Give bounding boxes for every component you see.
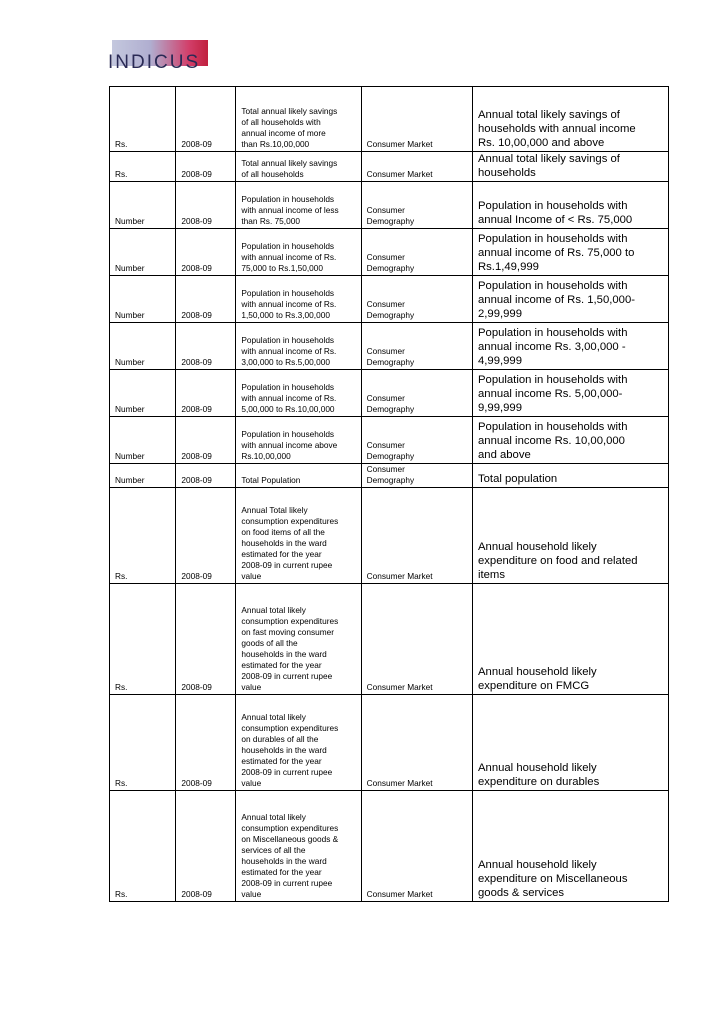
cell-unit: Number bbox=[110, 464, 176, 488]
cell-category: Consumer Demography bbox=[361, 370, 472, 417]
cell-category: Consumer Market bbox=[361, 152, 472, 182]
cell-description: Population in households with annual income Rs. 10,00,000 and above bbox=[473, 417, 669, 464]
cell-definition: Population in households with annual income above Rs.10,00,000 bbox=[236, 417, 361, 464]
cell-definition: Population in households with annual income of Rs. 1,50,000 to Rs.3,00,000 bbox=[236, 276, 361, 323]
cell-definition: Total annual likely savings of all households with annual income of more than Rs.10,00,000 bbox=[236, 87, 361, 152]
cell-year: 2008-09 bbox=[176, 276, 236, 323]
cell-description: Population in households with annual income Rs. 3,00,000 - 4,99,999 bbox=[473, 323, 669, 370]
cell-year: 2008-09 bbox=[176, 695, 236, 791]
cell-unit: Number bbox=[110, 323, 176, 370]
cell-unit: Rs. bbox=[110, 488, 176, 584]
cell-definition: Annual total likely consumption expenditures on fast moving consumer goods of all the households in the ward estimated for the year 2008-09 in current rupee value bbox=[236, 584, 361, 695]
cell-description: Annual total likely savings of households bbox=[473, 152, 669, 182]
cell-definition: Annual total likely consumption expenditures on Miscellaneous goods & services of all the households in the ward estimated for the year 2008-09 in current rupee value bbox=[236, 791, 361, 902]
cell-unit: Rs. bbox=[110, 791, 176, 902]
logo-text: INDICUS bbox=[108, 52, 201, 73]
table-row bbox=[110, 370, 669, 417]
cell-description: Population in households with annual income of Rs. 1,50,000- 2,99,999 bbox=[473, 276, 669, 323]
cell-category: Consumer Market bbox=[361, 791, 472, 902]
cell-unit: Rs. bbox=[110, 152, 176, 182]
cell-category: Consumer Market bbox=[361, 87, 472, 152]
cell-definition: Population in households with annual income of Rs. 3,00,000 to Rs.5,00,000 bbox=[236, 323, 361, 370]
cell-unit: Number bbox=[110, 182, 176, 229]
cell-description: Annual household likely expenditure on durables bbox=[473, 695, 669, 791]
cell-year: 2008-09 bbox=[176, 488, 236, 584]
cell-category: Consumer Demography bbox=[361, 417, 472, 464]
cell-description: Population in households with annual income Rs. 5,00,000- 9,99,999 bbox=[473, 370, 669, 417]
cell-year: 2008-09 bbox=[176, 370, 236, 417]
cell-definition: Population in households with annual income of Rs. 5,00,000 to Rs.10,00,000 bbox=[236, 370, 361, 417]
cell-year: 2008-09 bbox=[176, 182, 236, 229]
cell-year: 2008-09 bbox=[176, 323, 236, 370]
cell-year: 2008-09 bbox=[176, 417, 236, 464]
indicus-logo bbox=[108, 40, 208, 74]
cell-category: Consumer Demography bbox=[361, 229, 472, 276]
cell-unit: Number bbox=[110, 229, 176, 276]
table-row bbox=[110, 182, 669, 229]
cell-definition: Total annual likely savings of all households bbox=[236, 152, 361, 182]
cell-description: Annual total likely savings of households with annual income Rs. 10,00,000 and above bbox=[473, 87, 669, 152]
data-definitions-table bbox=[109, 86, 669, 902]
cell-unit: Number bbox=[110, 370, 176, 417]
table-row bbox=[110, 695, 669, 791]
table-row bbox=[110, 791, 669, 902]
table-row bbox=[110, 229, 669, 276]
cell-year: 2008-09 bbox=[176, 152, 236, 182]
table-row bbox=[110, 87, 669, 152]
table-row bbox=[110, 488, 669, 584]
cell-definition: Population in households with annual income of less than Rs. 75,000 bbox=[236, 182, 361, 229]
cell-description: Annual household likely expenditure on Miscellaneous goods & services bbox=[473, 791, 669, 902]
cell-year: 2008-09 bbox=[176, 464, 236, 488]
cell-unit: Rs. bbox=[110, 87, 176, 152]
cell-category: Consumer Demography bbox=[361, 276, 472, 323]
cell-category: Consumer Market bbox=[361, 584, 472, 695]
cell-category: Consumer Market bbox=[361, 488, 472, 584]
cell-category: Consumer Demography bbox=[361, 182, 472, 229]
cell-definition: Annual Total likely consumption expenditures on food items of all the households in the ward estimated for the year 2008-09 in current rupee value bbox=[236, 488, 361, 584]
cell-description: Total population bbox=[473, 464, 669, 488]
cell-description: Population in households with annual income of Rs. 75,000 to Rs.1,49,999 bbox=[473, 229, 669, 276]
cell-category: Consumer Market bbox=[361, 695, 472, 791]
cell-description: Population in households with annual Income of < Rs. 75,000 bbox=[473, 182, 669, 229]
cell-description: Annual household likely expenditure on FMCG bbox=[473, 584, 669, 695]
cell-definition: Population in households with annual income of Rs. 75,000 to Rs.1,50,000 bbox=[236, 229, 361, 276]
cell-year: 2008-09 bbox=[176, 791, 236, 902]
table-row bbox=[110, 584, 669, 695]
table-row bbox=[110, 464, 669, 488]
table-row bbox=[110, 276, 669, 323]
table-row bbox=[110, 323, 669, 370]
cell-year: 2008-09 bbox=[176, 87, 236, 152]
cell-unit: Rs. bbox=[110, 695, 176, 791]
cell-category: Consumer Demography bbox=[361, 464, 472, 488]
table-row bbox=[110, 152, 669, 182]
cell-unit: Number bbox=[110, 417, 176, 464]
cell-unit: Rs. bbox=[110, 584, 176, 695]
cell-definition: Total Population bbox=[236, 464, 361, 488]
cell-category: Consumer Demography bbox=[361, 323, 472, 370]
table-row bbox=[110, 417, 669, 464]
cell-unit: Number bbox=[110, 276, 176, 323]
cell-year: 2008-09 bbox=[176, 229, 236, 276]
cell-description: Annual household likely expenditure on food and related items bbox=[473, 488, 669, 584]
cell-definition: Annual total likely consumption expenditures on durables of all the households in the ward estimated for the year 2008-09 in current rupee value bbox=[236, 695, 361, 791]
cell-year: 2008-09 bbox=[176, 584, 236, 695]
